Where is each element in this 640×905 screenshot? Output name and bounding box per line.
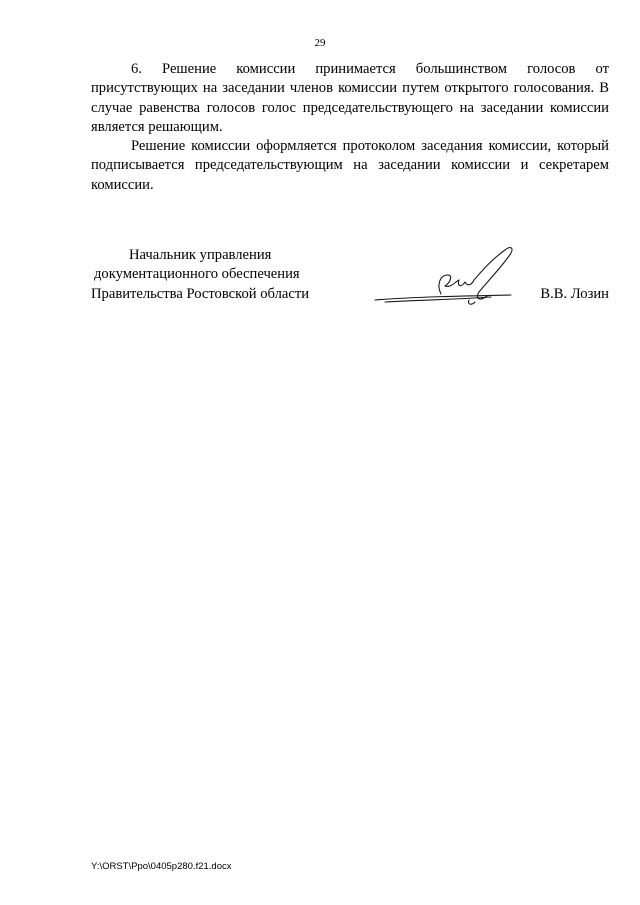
- handwritten-signature: [371, 242, 541, 317]
- signer-position-line: Начальник управления: [129, 247, 272, 263]
- signature-block: [91, 246, 609, 304]
- signer-position-line: Правительства Ростовской области: [91, 285, 310, 302]
- paragraph-decision-rule: 6. Решение комиссии принимается большинством голосов от присутствующих на заседании членов комиссии путем открытого голосования. В случае равенства голосов голос председательствующего на заседании комиссии является решающим.: [91, 61, 609, 135]
- file-path: Y:\ORST\Ppo\0405p280.f21.docx: [91, 861, 232, 872]
- page-number: 29: [314, 37, 326, 49]
- paragraph-decision-protocol: Решение комиссии оформляется протоколом заседания комиссии, который подписывается председательствующим на заседании комиссии и секретарем комиссии.: [91, 138, 609, 193]
- signer-position-line: документационного обеспечения: [94, 266, 300, 283]
- signer-name: В.В. Лозин: [540, 285, 609, 302]
- document-body: [91, 60, 609, 195]
